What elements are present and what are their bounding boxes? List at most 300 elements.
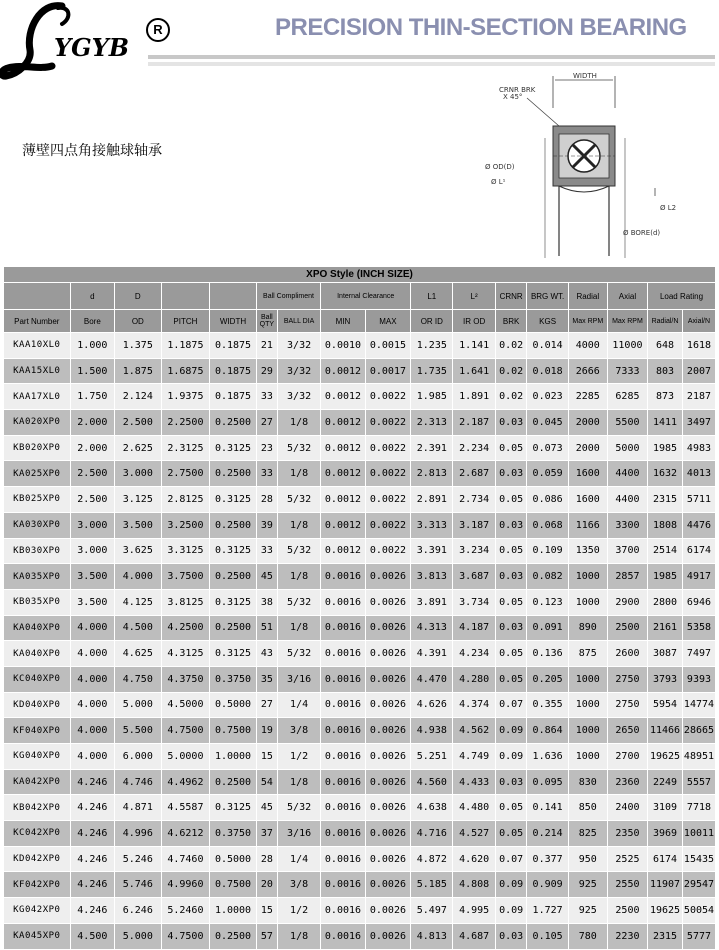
table-cell: 2800 — [648, 589, 683, 615]
table-cell: 4.687 — [453, 923, 495, 949]
table-cell: 5358 — [682, 615, 715, 641]
table-cell: 0.03 — [495, 769, 527, 795]
table-cell: 51 — [256, 615, 277, 641]
table-cell: 4.125 — [115, 589, 162, 615]
table-cell: 0.03 — [495, 923, 527, 949]
table-cell: 0.1875 — [210, 333, 257, 359]
table-cell: 4400 — [607, 487, 647, 513]
table-row — [4, 769, 716, 795]
table-cell: 3.500 — [115, 512, 162, 538]
table-cell: 850 — [568, 795, 607, 821]
table-cell: 10011 — [682, 821, 715, 847]
table-cell: 4.625 — [115, 641, 162, 667]
table-cell: 0.0026 — [365, 846, 410, 872]
table-cell: 4.938 — [411, 718, 453, 744]
table-cell: 3.891 — [411, 589, 453, 615]
table-cell: 2900 — [607, 589, 647, 615]
table-cell: 1.891 — [453, 384, 495, 410]
table-cell: 35 — [256, 666, 277, 692]
table-cell: 0.0016 — [321, 821, 365, 847]
table-row — [4, 744, 716, 770]
table-cell: 2230 — [607, 923, 647, 949]
table-cell: 23 — [256, 435, 277, 461]
table-cell: 2525 — [607, 846, 647, 872]
table-cell: 1.1875 — [161, 333, 210, 359]
col-header: BRK — [495, 310, 527, 333]
table-cell: 0.205 — [527, 666, 568, 692]
table-cell: 0.05 — [495, 641, 527, 667]
table-cell: 0.3750 — [210, 666, 257, 692]
table-cell: 0.0022 — [365, 538, 410, 564]
table-cell: 2.500 — [115, 410, 162, 436]
table-cell: 20 — [256, 872, 277, 898]
table-cell: 4.746 — [115, 769, 162, 795]
table-cell: 0.0022 — [365, 461, 410, 487]
header-row-2 — [4, 310, 716, 333]
table-cell: 0.07 — [495, 846, 527, 872]
table-row — [4, 512, 716, 538]
col-header: MIN — [321, 310, 365, 333]
table-cell: 2249 — [648, 769, 683, 795]
table-cell: 0.141 — [527, 795, 568, 821]
table-cell: 0.023 — [527, 384, 568, 410]
part-number-cell: KC040XP0 — [4, 666, 71, 692]
table-cell: 0.0022 — [365, 512, 410, 538]
table-row — [4, 846, 716, 872]
table-cell: 3.500 — [70, 564, 114, 590]
table-cell: 4.2500 — [161, 615, 210, 641]
table-cell: 5777 — [682, 923, 715, 949]
table-cell: 4.7500 — [161, 923, 210, 949]
table-cell: 1985 — [648, 435, 683, 461]
table-cell: 2.391 — [411, 435, 453, 461]
table-cell: 0.02 — [495, 384, 527, 410]
col-header: Bore — [70, 310, 114, 333]
table-cell: 28 — [256, 846, 277, 872]
table-cell: 0.0016 — [321, 923, 365, 949]
od-label: Ø OD(D) — [485, 163, 515, 171]
table-cell: 0.2500 — [210, 564, 257, 590]
table-cell: 3/32 — [277, 333, 320, 359]
table-cell: 0.0026 — [365, 641, 410, 667]
table-cell: 6.000 — [115, 744, 162, 770]
table-cell: 0.0016 — [321, 589, 365, 615]
table-cell: 0.082 — [527, 564, 568, 590]
table-cell: 2514 — [648, 538, 683, 564]
table-cell: 4013 — [682, 461, 715, 487]
table-cell: 3109 — [648, 795, 683, 821]
table-cell: 0.0016 — [321, 846, 365, 872]
table-cell: 2.000 — [70, 410, 114, 436]
table-cell: 3300 — [607, 512, 647, 538]
table-cell: 1632 — [648, 461, 683, 487]
table-cell: 2.7500 — [161, 461, 210, 487]
col-header: Max RPM — [568, 310, 607, 333]
table-cell: 21 — [256, 333, 277, 359]
table-cell: 5/32 — [277, 641, 320, 667]
table-cell: 48951 — [682, 744, 715, 770]
part-number-cell: KB042XP0 — [4, 795, 71, 821]
table-cell: 0.05 — [495, 795, 527, 821]
table-cell: 5.000 — [115, 692, 162, 718]
table-cell: 19625 — [648, 744, 683, 770]
table-cell: 648 — [648, 333, 683, 359]
table-cell: 4.246 — [70, 846, 114, 872]
table-cell: 0.05 — [495, 538, 527, 564]
table-cell: 5.746 — [115, 872, 162, 898]
table-cell: 4.5000 — [161, 692, 210, 718]
table-cell: 1808 — [648, 512, 683, 538]
table-cell: 0.2500 — [210, 461, 257, 487]
table-cell: 15 — [256, 744, 277, 770]
table-cell: 0.05 — [495, 666, 527, 692]
table-cell: 0.045 — [527, 410, 568, 436]
table-cell: 5954 — [648, 692, 683, 718]
table-cell: 4.391 — [411, 641, 453, 667]
table-cell: 29547 — [682, 872, 715, 898]
table-cell: 1.9375 — [161, 384, 210, 410]
table-cell: 1/4 — [277, 692, 320, 718]
table-cell: 5000 — [607, 435, 647, 461]
table-cell: 1.375 — [115, 333, 162, 359]
table-cell: 0.1875 — [210, 384, 257, 410]
table-cell: 6.246 — [115, 898, 162, 924]
table-cell: 1166 — [568, 512, 607, 538]
part-number-cell: KG040XP0 — [4, 744, 71, 770]
table-cell: 1985 — [648, 564, 683, 590]
table-cell: 0.0026 — [365, 923, 410, 949]
table-cell: 1000 — [568, 589, 607, 615]
table-cell: 0.014 — [527, 333, 568, 359]
table-cell: 14774 — [682, 692, 715, 718]
col-group-header — [210, 283, 257, 310]
table-cell: 4.000 — [115, 564, 162, 590]
table-cell: 1.0000 — [210, 744, 257, 770]
table-cell: 1/2 — [277, 898, 320, 924]
table-cell: 4.000 — [70, 744, 114, 770]
table-cell: 0.05 — [495, 589, 527, 615]
table-cell: 4.5587 — [161, 795, 210, 821]
col-group-header: Axial — [607, 283, 647, 310]
table-cell: 4.749 — [453, 744, 495, 770]
table-cell: 3/16 — [277, 821, 320, 847]
table-cell: 0.2500 — [210, 923, 257, 949]
table-cell: 5/32 — [277, 435, 320, 461]
table-cell: 4.246 — [70, 769, 114, 795]
table-cell: 2.2500 — [161, 410, 210, 436]
table-cell: 2400 — [607, 795, 647, 821]
table-cell: 1/8 — [277, 769, 320, 795]
table-cell: 950 — [568, 846, 607, 872]
table-cell: 4.500 — [115, 615, 162, 641]
part-number-cell: KB020XP0 — [4, 435, 71, 461]
table-cell: 0.068 — [527, 512, 568, 538]
table-cell: 7718 — [682, 795, 715, 821]
table-cell: 0.0016 — [321, 564, 365, 590]
part-number-cell: KD040XP0 — [4, 692, 71, 718]
table-cell: 0.07 — [495, 692, 527, 718]
table-cell: 2500 — [607, 615, 647, 641]
table-cell: 3.234 — [453, 538, 495, 564]
col-header: KGS — [527, 310, 568, 333]
table-cell: 9393 — [682, 666, 715, 692]
table-cell: 825 — [568, 821, 607, 847]
table-cell: 4.871 — [115, 795, 162, 821]
table-cell: 19 — [256, 718, 277, 744]
table-cell: 1000 — [568, 666, 607, 692]
table-cell: 4.000 — [70, 615, 114, 641]
table-cell: 0.2500 — [210, 769, 257, 795]
table-cell: 2.000 — [70, 435, 114, 461]
table-cell: 3.813 — [411, 564, 453, 590]
table-cell: 0.073 — [527, 435, 568, 461]
table-cell: 0.02 — [495, 333, 527, 359]
header-row-1 — [4, 283, 716, 310]
col-header: Ball QTY — [256, 310, 277, 333]
table-row — [4, 666, 716, 692]
table-cell: 0.0026 — [365, 692, 410, 718]
col-header: OD — [115, 310, 162, 333]
table-cell: 0.0016 — [321, 641, 365, 667]
table-cell: 4.280 — [453, 666, 495, 692]
table-cell: 3.8125 — [161, 589, 210, 615]
table-cell: 1/8 — [277, 923, 320, 949]
table-cell: 0.909 — [527, 872, 568, 898]
table-cell: 1.875 — [115, 358, 162, 384]
part-number-cell: KD042XP0 — [4, 846, 71, 872]
table-cell: 1/4 — [277, 846, 320, 872]
table-cell: 0.0022 — [365, 384, 410, 410]
table-cell: 5.2460 — [161, 898, 210, 924]
part-number-cell: KA020XP0 — [4, 410, 71, 436]
col-header: OR ID — [411, 310, 453, 333]
table-cell: 0.0012 — [321, 538, 365, 564]
table-cell: 4.000 — [70, 718, 114, 744]
table-cell: 5.246 — [115, 846, 162, 872]
table-cell: 2000 — [568, 410, 607, 436]
header-rule — [148, 55, 715, 59]
table-cell: 3.000 — [70, 538, 114, 564]
table-cell: 7497 — [682, 641, 715, 667]
table-cell: 29 — [256, 358, 277, 384]
table-cell: 5.000 — [115, 923, 162, 949]
part-number-cell: KAA17XL0 — [4, 384, 71, 410]
part-number-cell: KF042XP0 — [4, 872, 71, 898]
table-cell: 3.000 — [115, 461, 162, 487]
table-cell: 4.246 — [70, 795, 114, 821]
table-cell: 0.09 — [495, 872, 527, 898]
col-header: MAX — [365, 310, 410, 333]
table-cell: 2650 — [607, 718, 647, 744]
table-cell: 0.123 — [527, 589, 568, 615]
table-cell: 0.0022 — [365, 435, 410, 461]
bore-label: Ø BORE(d) — [623, 229, 661, 237]
table-cell: 0.03 — [495, 564, 527, 590]
table-cell: 0.0026 — [365, 718, 410, 744]
table-cell: 2.500 — [70, 487, 114, 513]
table-cell: 2600 — [607, 641, 647, 667]
table-cell: 2285 — [568, 384, 607, 410]
part-number-cell: KA042XP0 — [4, 769, 71, 795]
table-cell: 0.5000 — [210, 846, 257, 872]
table-cell: 0.5000 — [210, 692, 257, 718]
table-cell: 0.0012 — [321, 384, 365, 410]
table-cell: 4.500 — [70, 923, 114, 949]
table-cell: 3.187 — [453, 512, 495, 538]
table-cell: 1.735 — [411, 358, 453, 384]
table-cell: 0.0015 — [365, 333, 410, 359]
table-cell: 11466 — [648, 718, 683, 744]
table-row — [4, 821, 716, 847]
table-cell: 4476 — [682, 512, 715, 538]
table-cell: 0.2500 — [210, 410, 257, 436]
brand-logo — [0, 0, 140, 85]
table-cell: 830 — [568, 769, 607, 795]
table-cell: 4.813 — [411, 923, 453, 949]
registered-mark: R — [146, 18, 170, 42]
table-cell: 3/32 — [277, 358, 320, 384]
table-row — [4, 589, 716, 615]
table-row — [4, 872, 716, 898]
part-number-cell: KA035XP0 — [4, 564, 71, 590]
table-cell: 1/8 — [277, 410, 320, 436]
table-cell: 873 — [648, 384, 683, 410]
table-cell: 0.1875 — [210, 358, 257, 384]
table-cell: 1600 — [568, 487, 607, 513]
table-cell: 0.0026 — [365, 821, 410, 847]
table-cell: 4.750 — [115, 666, 162, 692]
table-cell: 0.03 — [495, 512, 527, 538]
table-cell: 2350 — [607, 821, 647, 847]
table-cell: 0.377 — [527, 846, 568, 872]
part-number-cell: KA040XP0 — [4, 615, 71, 641]
table-cell: 803 — [648, 358, 683, 384]
table-cell: 2.187 — [453, 410, 495, 436]
table-cell: 11000 — [607, 333, 647, 359]
table-cell: 2700 — [607, 744, 647, 770]
table-cell: 0.214 — [527, 821, 568, 847]
table-row — [4, 384, 716, 410]
table-cell: 0.05 — [495, 487, 527, 513]
table-cell: 1.750 — [70, 384, 114, 410]
svg-text:YGYB: YGYB — [54, 33, 130, 62]
table-cell: 3/16 — [277, 666, 320, 692]
table-cell: 0.09 — [495, 744, 527, 770]
table-cell: 43 — [256, 641, 277, 667]
table-cell: 0.7500 — [210, 718, 257, 744]
col-group-header: L² — [453, 283, 495, 310]
part-number-cell: KA025XP0 — [4, 461, 71, 487]
table-cell: 0.3750 — [210, 821, 257, 847]
l2-label: Ø L2 — [660, 204, 677, 212]
table-cell: 4.374 — [453, 692, 495, 718]
col-header: Max RPM — [607, 310, 647, 333]
table-cell: 2.124 — [115, 384, 162, 410]
table-cell: 0.0026 — [365, 872, 410, 898]
table-cell: 0.3125 — [210, 538, 257, 564]
table-cell: 2750 — [607, 692, 647, 718]
table-cell: 3.125 — [115, 487, 162, 513]
table-cell: 1.641 — [453, 358, 495, 384]
table-cell: 0.0012 — [321, 487, 365, 513]
table-cell: 4.995 — [453, 898, 495, 924]
col-header: IR OD — [453, 310, 495, 333]
table-cell: 780 — [568, 923, 607, 949]
table-row — [4, 461, 716, 487]
table-cell: 3/8 — [277, 872, 320, 898]
table-cell: 0.355 — [527, 692, 568, 718]
table-cell: 0.0016 — [321, 692, 365, 718]
part-number-cell: KB030XP0 — [4, 538, 71, 564]
part-number-cell: KAA10XL0 — [4, 333, 71, 359]
table-cell: 0.0012 — [321, 461, 365, 487]
table-cell: 38 — [256, 589, 277, 615]
table-cell: 0.0012 — [321, 358, 365, 384]
table-cell: 890 — [568, 615, 607, 641]
table-cell: 0.0026 — [365, 744, 410, 770]
table-cell: 1000 — [568, 718, 607, 744]
table-cell: 1/8 — [277, 512, 320, 538]
table-cell: 2.734 — [453, 487, 495, 513]
header-rule-shadow — [148, 62, 715, 66]
table-row — [4, 923, 716, 949]
table-cell: 28 — [256, 487, 277, 513]
table-cell: 5.500 — [115, 718, 162, 744]
table-cell: 45 — [256, 795, 277, 821]
table-cell: 3793 — [648, 666, 683, 692]
table-cell: 0.3125 — [210, 435, 257, 461]
table-cell: 1000 — [568, 564, 607, 590]
table-cell: 2315 — [648, 487, 683, 513]
table-cell: 0.0022 — [365, 487, 410, 513]
table-cell: 1.141 — [453, 333, 495, 359]
table-cell: 0.0016 — [321, 898, 365, 924]
table-cell: 4.560 — [411, 769, 453, 795]
table-cell: 4.7460 — [161, 846, 210, 872]
table-cell: 3.2500 — [161, 512, 210, 538]
table-cell: 3.313 — [411, 512, 453, 538]
table-cell: 27 — [256, 692, 277, 718]
angle-label: X 45° — [503, 93, 523, 101]
table-cell: 4.3750 — [161, 666, 210, 692]
table-cell: 1350 — [568, 538, 607, 564]
table-cell: 4.626 — [411, 692, 453, 718]
table-cell: 0.09 — [495, 898, 527, 924]
l1-label: Ø L¹ — [491, 178, 506, 186]
table-cell: 15435 — [682, 846, 715, 872]
col-header: BALL DIA — [277, 310, 320, 333]
table-cell: 0.0016 — [321, 872, 365, 898]
table-cell: 0.0017 — [365, 358, 410, 384]
table-cell: 3.7500 — [161, 564, 210, 590]
table-cell: 0.0016 — [321, 718, 365, 744]
table-cell: 3700 — [607, 538, 647, 564]
table-cell: 4400 — [607, 461, 647, 487]
table-cell: 5/32 — [277, 487, 320, 513]
table-cell: 5/32 — [277, 589, 320, 615]
table-cell: 0.0016 — [321, 666, 365, 692]
table-cell: 3.391 — [411, 538, 453, 564]
table-cell: 4.480 — [453, 795, 495, 821]
table-cell: 0.03 — [495, 615, 527, 641]
table-caption: XPO Style (INCH SIZE) — [4, 267, 716, 283]
table-cell: 5/32 — [277, 795, 320, 821]
table-cell: 4.808 — [453, 872, 495, 898]
table-cell: 5711 — [682, 487, 715, 513]
table-cell: 5.251 — [411, 744, 453, 770]
table-cell: 0.864 — [527, 718, 568, 744]
table-cell: 1618 — [682, 333, 715, 359]
